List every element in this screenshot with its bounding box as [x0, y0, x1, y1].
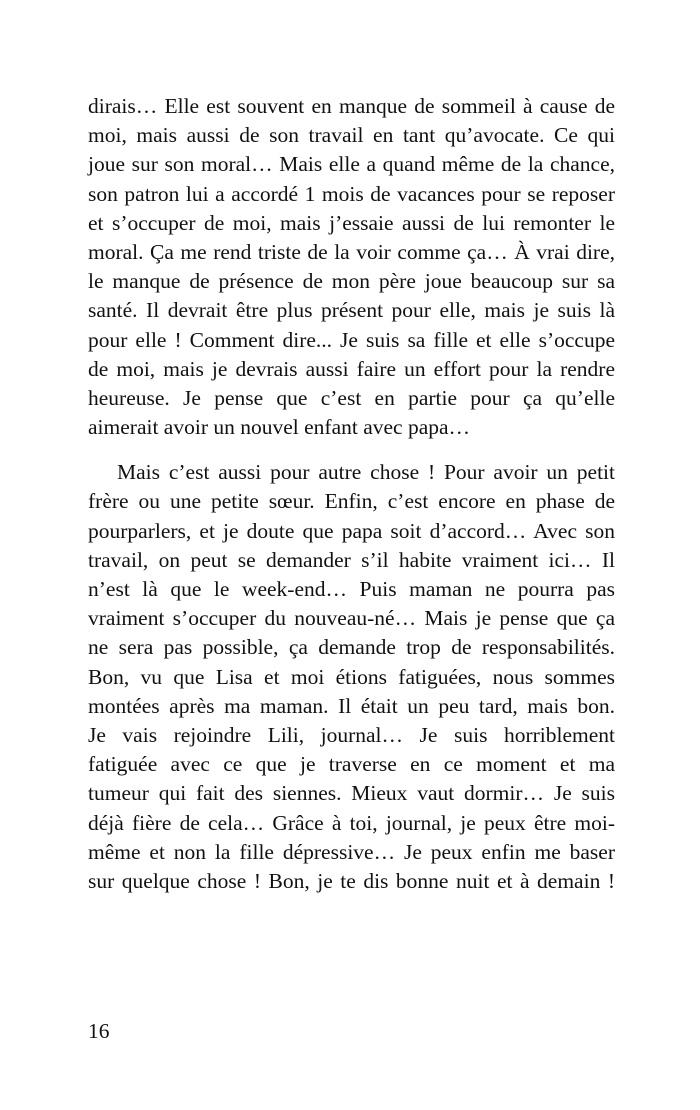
text-line: pourparlers, et je doute que papa soit d’accord… Avec son: [88, 518, 615, 543]
text-line: le manque de présence de mon père joue beaucoup sur sa: [88, 269, 615, 294]
text-line: aimerait avoir un nouvel enfant avec papa…: [88, 415, 471, 440]
text-line: fatiguée avec ce que je traverse en ce moment et ma: [88, 752, 615, 777]
text-line: Je vais rejoindre Lili, journal… Je suis horriblement: [88, 722, 615, 747]
text-line: vraiment s’occuper du nouveau-né… Mais je pense que ça: [88, 606, 615, 631]
text-line: moi, mais aussi de son travail en tant qu’avocate. Ce qui: [88, 123, 615, 148]
text-line: frère ou une petite sœur. Enfin, c’est encore en phase de: [88, 489, 615, 514]
text-line: heureuse. Je pense que c’est en partie pour ça qu’elle: [88, 385, 615, 410]
paragraph-2: [88, 458, 615, 896]
text-line: travail, on peut se demander s’il habite vraiment ici… Il: [88, 547, 615, 572]
text-line: sur quelque chose ! Bon, je te dis bonne nuit et à demain !: [88, 868, 615, 893]
text-line: Bon, vu que Lisa et moi étions fatiguées, nous sommes: [88, 664, 615, 689]
text-line: son patron lui a accordé 1 mois de vacances pour se reposer: [88, 181, 615, 206]
text-line: santé. Il devrait être plus présent pour elle, mais je suis là: [88, 298, 615, 323]
text-line: moral. Ça me rend triste de la voir comme ça… À vrai dire,: [88, 239, 615, 264]
text-line: pour elle ! Comment dire... Je suis sa fille et elle s’occupe: [88, 327, 615, 352]
text-line: ne sera pas possible, ça demande trop de responsabilités.: [88, 635, 615, 660]
text-line: joue sur son moral… Mais elle a quand même de la chance,: [88, 152, 615, 177]
text-line: Mais c’est aussi pour autre chose ! Pour avoir un petit: [117, 460, 615, 485]
text-line: n’est là que le week-end… Puis maman ne pourra pas: [88, 577, 615, 601]
text-line: et s’occuper de moi, mais j’essaie aussi de lui remonter le: [88, 210, 615, 235]
paragraph-gap: [88, 442, 615, 458]
text-line: montées après ma maman. Il était un peu tard, mais bon.: [88, 693, 615, 718]
text-line: dirais… Elle est souvent en manque de sommeil à cause de: [88, 94, 615, 118]
text-line: déjà fière de cela… Grâce à toi, journal, je peux être moi-: [88, 810, 615, 835]
paragraph-1: [88, 92, 615, 442]
body-text: [88, 92, 615, 896]
page-number: 16: [88, 1019, 110, 1043]
text-line: même et non la fille dépressive… Je peux enfin me baser: [88, 839, 615, 864]
text-line: tumeur qui fait des siennes. Mieux vaut dormir… Je suis: [88, 781, 615, 806]
text-line: de moi, mais je devrais aussi faire un effort pour la rendre: [88, 356, 615, 381]
